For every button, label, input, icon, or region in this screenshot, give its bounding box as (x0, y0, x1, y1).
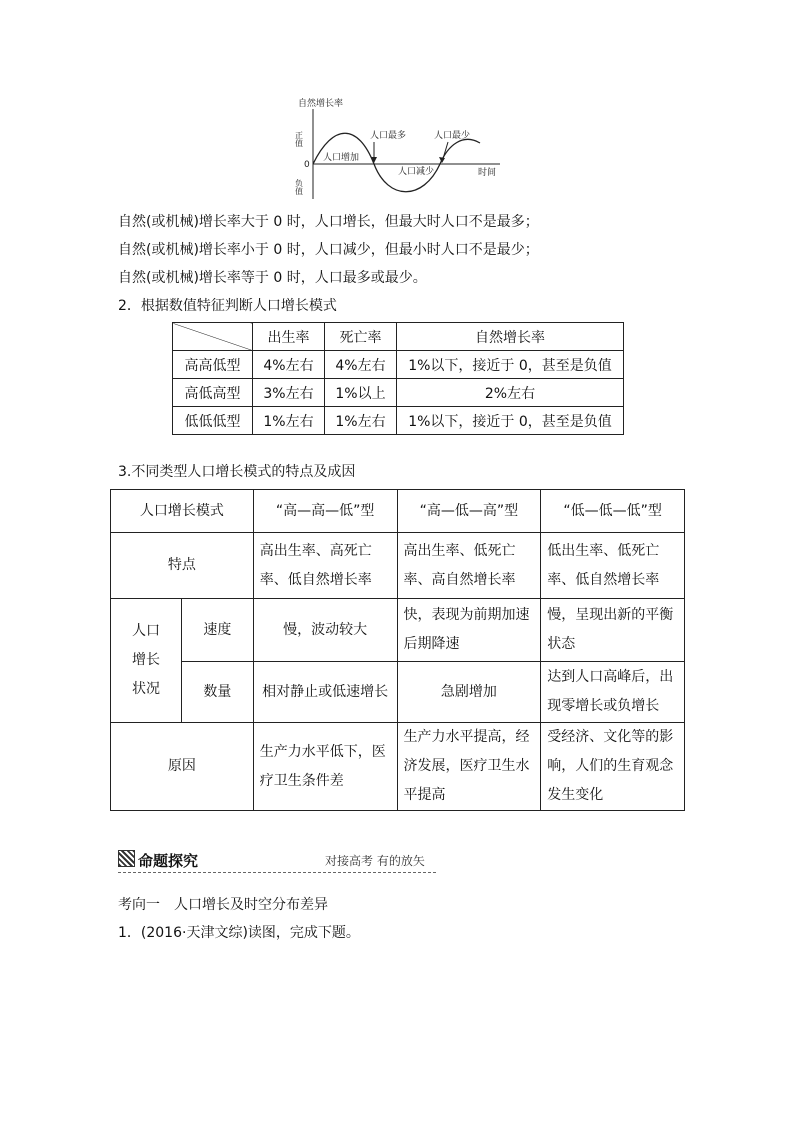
arrow-min-head (439, 157, 445, 163)
row-label-speed: 速度 (181, 599, 253, 662)
table-cell: 1%以下，接近于 0，甚至是负值 (397, 407, 624, 435)
question-text: 1．(2016·天津文综)读图，完成下题。 (118, 925, 360, 941)
note-line-2: 自然(或机械)增长率小于 0 时，人口减少，但最小时人口不是最少； (118, 242, 539, 258)
table-header-row (111, 490, 685, 533)
table-cell: 3%左右 (253, 379, 325, 407)
table-cell: 高出生率、高死亡率、低自然增长率 (253, 533, 397, 599)
table-cell: 达到人口高峰后，出现零增长或负增长 (541, 662, 685, 723)
y-tick-zero: 0 (304, 160, 310, 170)
table-cell: 急剧增加 (397, 662, 541, 723)
table-cell: 1%以上 (325, 379, 397, 407)
row-label-growth-status: 人口增长状况 (111, 599, 182, 723)
table-cell: 受经济、文化等的影响，人们的生育观念发生变化 (541, 723, 685, 811)
table-cell: 生产力水平提高，经济发展，医疗卫生水平提高 (397, 723, 541, 811)
y-tick-negative: 负值 (294, 179, 304, 195)
table-row (111, 662, 685, 723)
table-cell: 生产力水平低下，医疗卫生条件差 (253, 723, 397, 811)
header-low-low-low: “低—低—低”型 (541, 490, 685, 533)
annotation-population-increase: 人口增加 (323, 153, 360, 163)
table-row (173, 379, 624, 407)
y-tick-positive: 正值 (294, 131, 304, 147)
table-cell: 慢，呈现出新的平衡状态 (541, 599, 685, 662)
table-row (111, 723, 685, 811)
header-natural-growth-rate: 自然增长率 (397, 323, 624, 351)
row-label-features: 特点 (111, 533, 254, 599)
header-birth-rate: 出生率 (253, 323, 325, 351)
note-line-3: 自然(或机械)增长率等于 0 时，人口最多或最少。 (118, 270, 427, 286)
table-cell: 慢，波动较大 (253, 599, 397, 662)
table-cell: 4%左右 (253, 351, 325, 379)
x-axis-label: 时间 (478, 168, 497, 178)
table-row (173, 351, 624, 379)
table-row (111, 533, 685, 599)
table-cell: 快，表现为前期加速后期降速 (397, 599, 541, 662)
row-label-quantity: 数量 (181, 662, 253, 723)
y-axis-label: 自然增长率 (298, 99, 344, 109)
growth-model-features-table (110, 489, 685, 811)
table-cell: 1%以下，接近于 0，甚至是负值 (397, 351, 624, 379)
row-label: 高低高型 (173, 379, 253, 407)
header-model: 人口增长模式 (111, 490, 254, 533)
header-death-rate: 死亡率 (325, 323, 397, 351)
section-header (118, 848, 436, 876)
table-cell: 1%左右 (253, 407, 325, 435)
section-icon (118, 850, 135, 867)
header-high-low-high: “高—低—高”型 (397, 490, 541, 533)
note-line-1: 自然(或机械)增长率大于 0 时，人口增长，但最大时人口不是最多； (118, 214, 539, 230)
row-label: 低低低型 (173, 407, 253, 435)
section-divider (118, 872, 436, 873)
section-title: 命题探究 (138, 852, 199, 870)
table-row (173, 407, 624, 435)
section-2-title: 2．根据数值特征判断人口增长模式 (118, 298, 337, 314)
annotation-population-max: 人口最多 (370, 131, 407, 141)
table-row (111, 599, 685, 662)
table-cell: 1%左右 (325, 407, 397, 435)
row-label: 高高低型 (173, 351, 253, 379)
table-cell: 高出生率、低死亡率、高自然增长率 (397, 533, 541, 599)
topic-heading: 考向一 人口增长及时空分布差异 (118, 897, 328, 913)
table-cell: 2%左右 (397, 379, 624, 407)
growth-model-value-table (172, 322, 624, 435)
diagonal-header-cell (173, 323, 253, 351)
annotation-population-min: 人口最少 (434, 131, 471, 141)
annotation-population-decrease: 人口减少 (398, 167, 435, 177)
table-cell: 4%左右 (325, 351, 397, 379)
section-3-title: 3.不同类型人口增长模式的特点及成因 (118, 464, 356, 480)
table-cell: 低出生率、低死亡率、低自然增长率 (541, 533, 685, 599)
table-header-row (173, 323, 624, 351)
row-label-cause: 原因 (111, 723, 254, 811)
section-subtitle: 对接高考 有的放矢 (325, 854, 425, 868)
header-high-high-low: “高—高—低”型 (253, 490, 397, 533)
table-cell: 相对静止或低速增长 (253, 662, 397, 723)
population-growth-diagram (288, 93, 508, 203)
